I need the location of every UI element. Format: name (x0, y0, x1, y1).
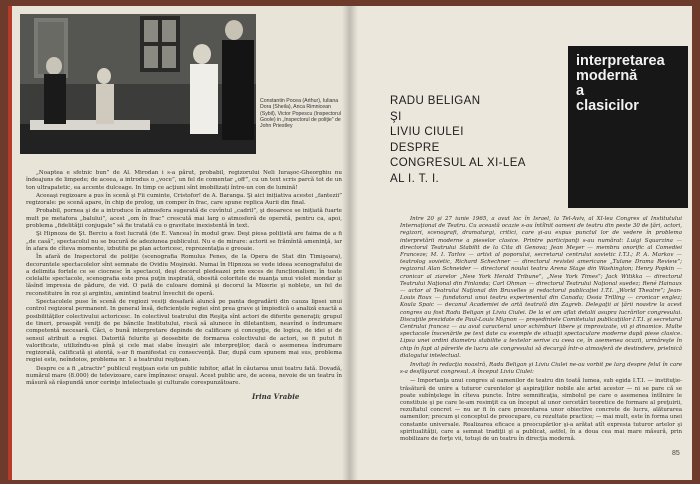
title-line: AL I. T. I. (390, 172, 440, 185)
headline-line: clasicilor (576, 98, 639, 114)
magazine-spread (8, 6, 692, 480)
theatre-photo (20, 14, 256, 154)
book-gutter (342, 6, 358, 480)
headline-line: modernă (576, 68, 638, 84)
paragraph: Probabil, pornea şi de a introduce în atmosfera sugerată de cuvîntul „cadril”, şi deoarece se inițiată fuarte mult pe metafora „balului”, acest „om în frac” crescută mai larg o atmosferă de operetă, pentru ca, apoi, problema „fidelităţii conjugale” să fie tratată cu o gravitate inexistentă în text. (26, 208, 342, 230)
title-line: ŞI (390, 110, 402, 123)
right-page (350, 6, 692, 480)
headline-line: a (576, 83, 585, 99)
intro-paragraph: Invitaţi în redacţia noastră, Radu Beligan şi Liviu Ciulei ne-au vorbit pe larg despre felul în care s-a desfăşurat congresul. A început Liviu Ciulei: (400, 362, 682, 376)
paragraph: „Noaptea e sfetnic bun” de Al. Mirodan i s-a părut, probabil, regizorului Neli Iuraşoc-Gheorghiu nu îndeajuns de limpede; de aceea, a introdus o „voce”, un fel de comentar „off”, cu un text scris parcă tot de un ton ultrapatetic, ea accente dulceage. In timp ce acţiuni sînt imobilizați între-un con de lumină! (26, 170, 342, 191)
left-article-body (26, 170, 342, 389)
right-article-body (400, 216, 682, 445)
title-line: LIVIU CIULEI (390, 126, 464, 138)
author-signature: Irina Vrabie (252, 392, 300, 401)
paragraph: În afară de Inspectorul de poliţie (scenografia Romulus Fenes, de la Opera de Stat din Timişoara), decoruntele spectacolelor sînt semnate de Ovidiu Moşinski. Numai în Hipnoza se vede ideea scenografului de a delimita fortele ce se ciocnesc în spectacol, deşi decorul pledeazei prin exces de funcționalism; în toate celelalte spectacole, scenografia este prea puţin inspirată, obosită coloritele de nuanţa unui violet mondar şi lăsînd impresia de pădure, de vid. O pată de culoare domină şi decorul la Mizerie şi noblețe, un fel de reconstituire în roz şi argintiu, amintind teatrul învechit de operă. (26, 254, 342, 297)
headline-line: interpretarea (576, 53, 665, 69)
paragraph: Aceeaşi regizoare a pus în scenă şi Fii cuminte, Cristofor! de A. Baranga. Şi aici inițiativa acestei „fantezii” regizorale: pe scenă apare, în chip de prolog, un comper în frac, care spune replica Aurii din final. (26, 192, 342, 207)
title-line: RADU BELIGAN (390, 95, 481, 107)
paragraph: Şi Hipnoza de Şt. Berciu a fost lucrată (de E. Vancea) în modul grav. Deşi piesa polițistă are faima de a fi „de casă”, spectacolul nu se bucură de adeziunea publicului. Nu e de mirare: actorii se frămîntă ameninţă, iar în afara de cîteva momente, izbutite pe plan actoricesc, reprezentaţia e greoaie. (26, 231, 342, 252)
article-title (390, 94, 548, 187)
title-line: CONGRESUL AL XI-LEA (390, 157, 526, 169)
page-edge (8, 6, 12, 480)
title-line: DESPRE (390, 141, 440, 154)
left-page (8, 6, 350, 480)
page-number: 85 (672, 450, 680, 457)
headline-text (576, 54, 686, 114)
paragraph: Spectacolele puse în scenă de regiozi vesiţi dosafară aluncă pe panta degradării din cauza lipsei unui control regizoral permanent. In general însă, deficiențele regiei sînt prea grave şi împiedică o analiză exactă a posibilităţilor colectivului actoricesc. In colectivul teatrului din Reşiţa sînt actori de diferite generaţii; grupul de tineri, proaspăt veniţi de pe băncile Institutului, riscă să alunece în diletantism, neavînd o îndrumare competentă necesară. Căci, o bună interpretare depinde de calificare şi concepţie, de logica, de idei şi de sensul atribuit a regiei. Datorită felurite şi deosebite de formarea colectivului de actori, se fi putut fi valorificate, utilizîndu-se pînă şi cele mai slabe însuşiri ale interpreţilor, dacă o asemenea îndrumare regizorală, calificată şi atentă, s-ar fi manifestat cu consecvenţă. Dar, după cum spunem mai sus, problema regiei este, neîndoios, problema nr. 1 a teatrului reşiţean. (26, 299, 342, 364)
interview-paragraph: — Importanţa unui congres al oamenilor de teatru din toată lumea, sub egida I.T.I. — instituţie-trăsătură de unire a tuturor curentelor şi aspiraţiilor nobile ale artei acestor — ni se pare că se poate subînţelege în cîteva puncte. Între semnificaţia, simbolul pe care o asemenea întîlnire le constituie şi pe care le-am resimţit ca un început al unor cercetări teoretice de formare al preţuirii, rezultatul concret — nu ar fi în care prezentarea unor obiective concrete de lucru, alăturarea oamenilor; precum şi conceptul de preocupare, cu rezultate practice; — mai mult, este în forma unei constante universale. Realizarea eficace a preocupărilor şi-a arătat atît expresia tuturor artelor şi spiritualităţii, care a semnat tradiţii şi a publicat, astfel, în a doua cea mai mare măsură, prin mobilizare de forţe vii, totuşi de un teatru în direcţia modernă. (400, 378, 682, 443)
photo-caption: Constantin Pocea (Arthur), Iuliana Dora (Sheila), Anca Rimnicean (Sybil), Victor Popescu (Inspectorul Goole) in „Inspectorul de poliţie” de John Priestley (260, 98, 341, 130)
intro-paragraph: Intre 20 şi 27 iunie 1965, a avut loc în Israel, la Tel-Aviv, al XI-lea Congres al Institutului Internaţional de Teatru. Cu această ocazie s-au întîlnit oameni de teatru din peste 30 de ţări, actori, regizori, scenografi, dramaturgi, critici, care şi-au expus punctul lor de vedere în problema interpretării moderne a pieselor clasice. Printre participanţi s-au numărat: Luigi Squarzina — directorul Teatrului Stabilit de la Cita di Genova; Jean Meyer — membru onorific al Comediei Franceze; M. I. Tarlov — artist al poporului, secretarul centrului sovietic I.T.I.; P. A. Markov — teatrolog sovietic, Richard Schechner — directorul revistei americane „Tulane Drama Review”; regizorul Alan Schneider — directorul noului teatru Arena Stage din Washington; Henry Popkin — cronicar al ziarelor „New York Herald Tribune”, „New York Times”; Jack Witikka — directorul Teatrului Naţional din Finlanda; Carl Ohman — directorul Teatrului Naţional suedez; René Hainaux — actor al Teatrului Naţional din Bruxelles şi redactorul publicaţiei I.T.I. „World Theatre”; Jean-Louis Roux — fundatorul unui teatru experimental din Canada; Ossia Trilling — cronicar englez; Koula Spaic — decanul Academiei de artă teatrală din Zagreb. Delegaţii ai ţării noastre la acest congres au fost Radu Beligan şi Liviu Ciulei. De la ei am aflat detalii asupra lucrărilor congresului. Discuţiile prezidate de Paul-Louis Mignon — preşedintele Comitetului publicaţiilor I.T.I. şi secretarul Centrului francez — au avut caracterul unor schimburi libere şi improvizate, vii şi dinamice. Multe spectacole înscenările pe text date cu exemple de situaţii spectaculare moderne după piese clasice. Lipsa unei ordini diametru stabilite a textelor serive cu ceea ce, în asemenea ocazii, urmăreşte în chip în fapt al părerile de lucru ale congresului să decurgă într-o atmosferă de destindere, prielnică dialogului intelectual. (400, 216, 682, 359)
paragraph: Despre ce a fi „atractiv” publicul reşiţean este un public iubitor, aflat în căutarea unui teatru fată. Dovadă, numărul mare (8.000) de televizoare, care împînzesc orașul. Acest public are, de aceea, nevoie de un teatru în măsură să răspundă unor cerinţe intelectuale şi culturale corespunzătoare. (26, 365, 342, 387)
